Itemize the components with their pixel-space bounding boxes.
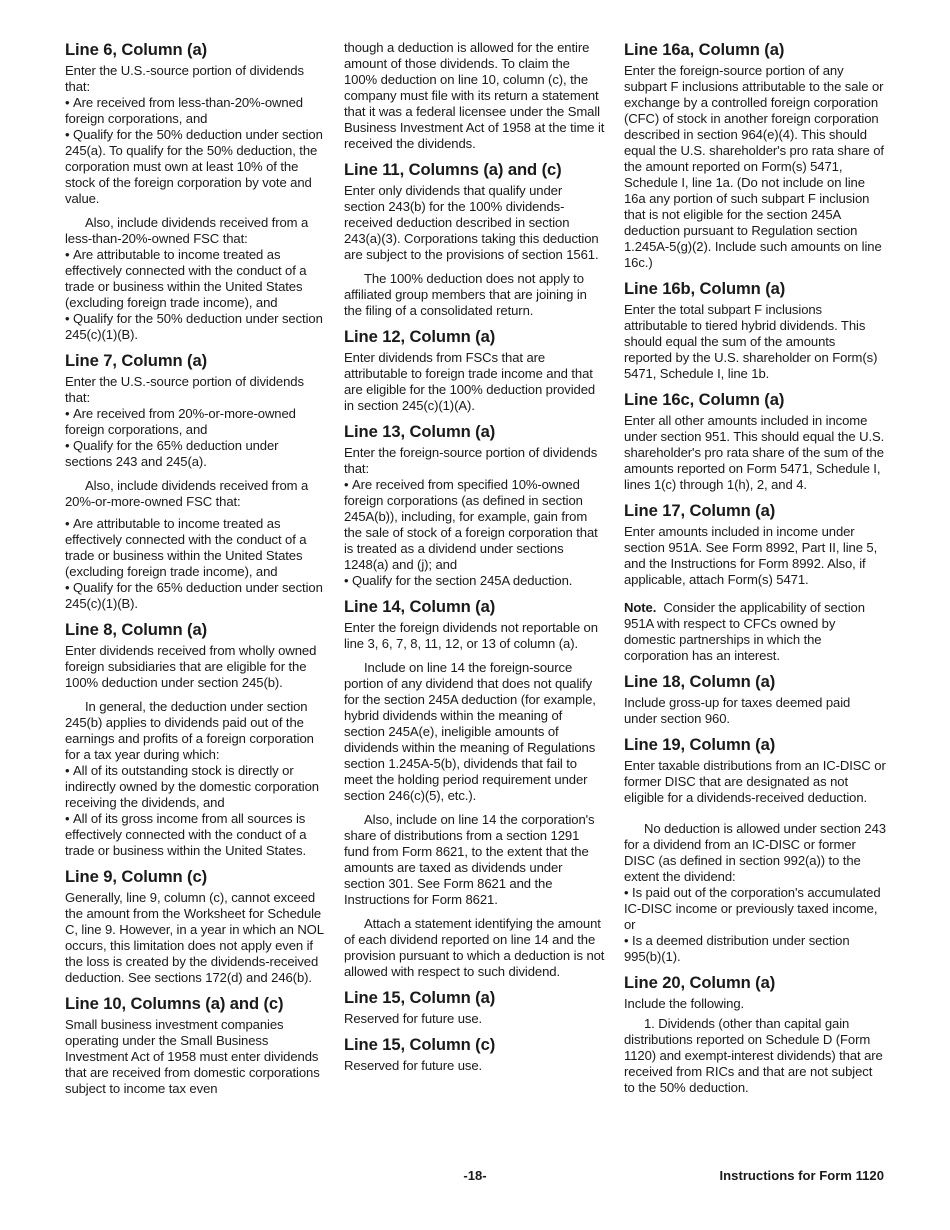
bullet-item: • Is paid out of the corporation's accumulated IC-DISC income or previously taxed income, or: [624, 885, 886, 933]
section-block: [65, 867, 327, 986]
section-heading: Line 6, Column (a): [65, 40, 208, 59]
section-heading: Line 16c, Column (a): [624, 390, 785, 409]
section-heading: Line 7, Column (a): [65, 351, 208, 370]
paragraph: Enter dividends from FSCs that are attributable to foreign trade income and that are eligible for the 100% deduction provided in section 245(c)(1)(A).: [344, 350, 596, 413]
section-block: [344, 597, 606, 980]
section-heading: Line 15, Column (a): [344, 988, 496, 1007]
paragraph: Enter amounts included in income under section 951A. See Form 8992, Part II, line 5, and the Instructions for Form 8992. Also, if applicable, attach Form(s) 5471.: [624, 524, 878, 587]
indented-paragraph: Attach a statement identifying the amount of each dividend reported on line 14 and the provision pursuant to which a deduction is not allowed with respect to such dividend.: [344, 916, 605, 979]
bullet-item: • Qualify for the 65% deduction under sections 243 and 245(a).: [65, 438, 327, 470]
paragraph: though a deduction is allowed for the entire amount of those dividends. To claim the 100% deduction on line 10, column (c), the company must file with its return a statement that it was a federal licensee under the Small Business Investment Act of 1958 at the time it received the dividends.: [344, 40, 605, 151]
section-block: [344, 327, 606, 414]
indented-paragraph: The 100% deduction does not apply to affiliated group members that are joining in the filing of a consolidated return.: [344, 271, 587, 318]
paragraph: Enter the U.S.-source portion of dividends that:: [65, 63, 304, 94]
page-number: -18-: [463, 1168, 487, 1183]
page-footer: [0, 1168, 950, 1188]
bullet-item: • All of its gross income from all sources is effectively connected with the conduct of a trade or business within the United States.: [65, 811, 327, 859]
section-block: [624, 973, 886, 1096]
section-block: [65, 351, 327, 612]
paragraph: Reserved for future use.: [344, 1011, 483, 1026]
bullet-item: • Are received from 20%-or-more-owned foreign corporations, and: [65, 406, 327, 438]
section-heading: Line 15, Column (c): [344, 1035, 496, 1054]
column-left: [65, 40, 327, 1097]
section-block: [624, 672, 886, 727]
indented-paragraph: 1. Dividends (other than capital gain distributions reported on Schedule D (Form 1120) and exempt-interest dividends) that are received from RICs and that are not subject to the 50% deduction.: [624, 1016, 883, 1095]
section-block: [344, 988, 606, 1027]
paragraph: Enter the foreign-source portion of any subpart F inclusions attributable to the sale or exchange by a controlled foreign corporation (CFC) of stock in another foreign corporation described in section 964(e)(4). This should equal the U.S. shareholder's pro rata share of the amount reported on Form(s) 5471, Schedule I, line 1a. (Do not include on line 16a any portion of such subpart F inclusion that is not eligible for the section 245A deduction pursuant to Regulation section 1.245A-5(g)(2). Include such amounts on line 16c.): [624, 63, 884, 270]
section-heading: Line 11, Columns (a) and (c): [344, 160, 562, 179]
section-block: [344, 40, 606, 152]
section-heading: Line 17, Column (a): [624, 501, 776, 520]
note-text: Consider the applicability of section 951A with respect to CFCs owned by domestic partnerships in which the corporation has an interest.: [624, 600, 865, 663]
section-heading: Line 9, Column (c): [65, 867, 208, 886]
section-heading: Line 10, Columns (a) and (c): [65, 994, 284, 1013]
paragraph: Enter the foreign dividends not reportable on line 3, 6, 7, 8, 11, 12, or 13 of column (a).: [344, 620, 598, 651]
section-block: [65, 994, 327, 1097]
paragraph: Small business investment companies operating under the Small Business Investment Act of 1958 must enter dividends that are received from domestic corporations subject to income tax even: [65, 1017, 320, 1096]
bullet-item: • Qualify for the 50% deduction under section 245(a). To qualify for the 50% deduction, the corporation must own at least 10% of the stock of the foreign corporation by vote and value.: [65, 127, 327, 207]
bullet-item: • Is a deemed distribution under section 995(b)(1).: [624, 933, 886, 965]
bullet-item: • Are received from specified 10%-owned foreign corporations (as defined in section 245A(b)), including, for example, gain from the sale of stock of a foreign corporation that is treated as a dividend under sections 1248(a) and (j); and: [344, 477, 606, 573]
bullet-item: • Qualify for the 65% deduction under section 245(c)(1)(B).: [65, 580, 327, 612]
paragraph: Include the following.: [624, 996, 745, 1011]
column-right: [624, 40, 886, 1096]
bullet-item: • Are attributable to income treated as effectively connected with the conduct of a trade or business within the United States (excluding foreign trade income), and: [65, 516, 327, 580]
section-block: [65, 40, 327, 343]
section-heading: Line 12, Column (a): [344, 327, 496, 346]
section-heading: Line 13, Column (a): [344, 422, 496, 441]
bullet-item: • Qualify for the section 245A deduction.: [344, 573, 606, 589]
section-heading: Line 20, Column (a): [624, 973, 776, 992]
note-label: Note.: [624, 600, 657, 615]
indented-paragraph: Include on line 14 the foreign-source portion of any dividend that does not qualify for the section 245A deduction (for example, hybrid dividends within the meaning of section 245A(e), ineligible amounts of dividends within the meaning of Regulations section 1.245A-5(b), dividends that fail to meet the holding period requirement under section 246(c)(5), etc.).: [344, 660, 596, 803]
paragraph: Reserved for future use.: [344, 1058, 483, 1073]
section-block: [624, 40, 886, 271]
bullet-item: • Qualify for the 50% deduction under section 245(c)(1)(B).: [65, 311, 327, 343]
paragraph: Enter all other amounts included in income under section 951. This should equal the U.S. shareholder's pro rata share of the sum of the amounts reported on Form 5471, Schedule I, lines 1(c) through 1(h), 2, and 4.: [624, 413, 885, 492]
section-heading: Line 19, Column (a): [624, 735, 776, 754]
paragraph: Enter the total subpart F inclusions attributable to tiered hybrid dividends. This should equal the sum of the amounts reported by the U.S. shareholder on Form(s) 5471, Schedule I, line 1b.: [624, 302, 878, 381]
section-heading: Line 14, Column (a): [344, 597, 496, 616]
indented-paragraph: No deduction is allowed under section 243 for a dividend from an IC-DISC or former DISC (as defined in section 992(a)) to the extent the dividend:: [624, 821, 886, 884]
section-heading: Line 16a, Column (a): [624, 40, 785, 59]
section-block: [624, 501, 886, 664]
paragraph: Enter only dividends that qualify under section 243(b) for the 100% dividends-received deduction described in section 243(a)(3). Corporations taking this deduction are subject to the provisions of section 1561.: [344, 183, 599, 262]
indented-paragraph: In general, the deduction under section 245(b) applies to dividends paid out of the earnings and profits of a foreign corporation for a tax year during which:: [65, 699, 314, 762]
section-block: [624, 735, 886, 965]
indented-paragraph: Also, include on line 14 the corporation's share of distributions from a section 1291 fund from Form 8621, to the extent that the amounts are taxed as dividends under section 301. See Form 8621 and the Instructions for Form 8621.: [344, 812, 595, 907]
bullet-item: • All of its outstanding stock is directly or indirectly owned by the domestic corporation receiving the dividends, and: [65, 763, 327, 811]
note-paragraph: [624, 600, 886, 664]
section-block: [624, 279, 886, 382]
form-title: Instructions for Form 1120: [719, 1168, 884, 1183]
column-middle: [344, 40, 606, 1074]
paragraph: Generally, line 9, column (c), cannot exceed the amount from the Worksheet for Schedule C, line 9. However, in a year in which an NOL occurs, this limitation does not apply even if the loss is created by the dividends-received deduction. See sections 172(d) and 246(b).: [65, 890, 324, 985]
section-block: [624, 390, 886, 493]
section-block: [344, 422, 606, 589]
indented-paragraph: Also, include dividends received from a less-than-20%-owned FSC that:: [65, 215, 309, 246]
paragraph: Enter the U.S.-source portion of dividends that:: [65, 374, 304, 405]
indented-paragraph: Also, include dividends received from a 20%-or-more-owned FSC that:: [65, 478, 309, 509]
paragraph: Enter the foreign-source portion of dividends that:: [344, 445, 598, 476]
paragraph: Enter dividends received from wholly owned foreign subsidiaries that are eligible for the 100% deduction under section 245(b).: [65, 643, 317, 690]
section-block: [65, 620, 327, 859]
bullet-item: • Are attributable to income treated as effectively connected with the conduct of a trade or business within the United States (excluding foreign trade income), and: [65, 247, 327, 311]
bullet-item: • Are received from less-than-20%-owned foreign corporations, and: [65, 95, 327, 127]
section-heading: Line 18, Column (a): [624, 672, 776, 691]
paragraph: Enter taxable distributions from an IC-DISC or former DISC that are designated as not eligible for a dividends-received deduction.: [624, 758, 886, 805]
section-heading: Line 8, Column (a): [65, 620, 208, 639]
section-block: [344, 1035, 606, 1074]
paragraph: Include gross-up for taxes deemed paid under section 960.: [624, 695, 851, 726]
section-heading: Line 16b, Column (a): [624, 279, 786, 298]
section-block: [344, 160, 606, 319]
